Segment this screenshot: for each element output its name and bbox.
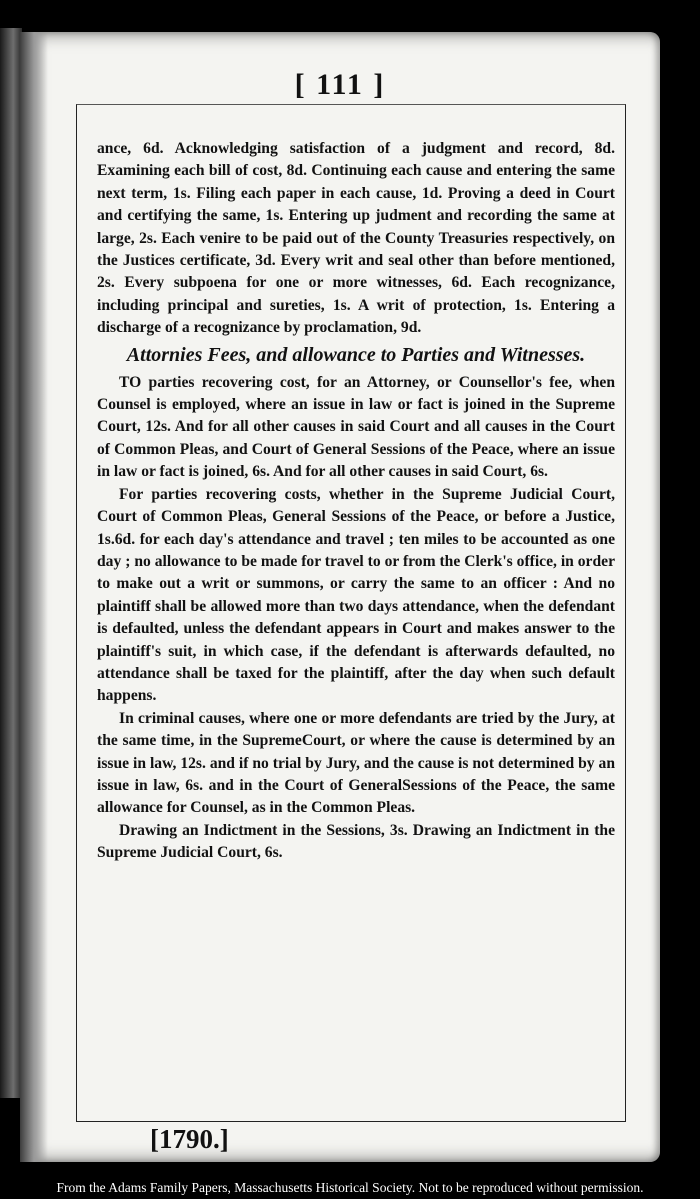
section-heading: Attornies Fees, and allowance to Parties and Witnesses.: [126, 343, 586, 366]
date-annotation: [1790.]: [150, 1124, 229, 1154]
book-page: [20, 32, 660, 1162]
attorney-fee-paragraph: TO parties recovering cost, for an Attorney, or Counsellor's fee, when Counsel is employed, where an issue in law or fact is joined in the Supreme Court, 12s. And for all other causes in said Court and all causes in the Court of Common Pleas, and Court of General Sessions of the Peace, where an issue in law or fact is joined, 6s. And for all other causes in said Court, 6s.: [97, 373, 615, 481]
text-frame: [76, 104, 626, 1122]
page-number: [ 111 ]: [294, 68, 386, 101]
copyright-footer: From the Adams Family Papers, Massachusetts Historical Society. Not to be reproduced without permission.: [56, 1180, 644, 1195]
criminal-causes-paragraph: In criminal causes, where one or more defendants are tried by the Jury, at the same time, in the SupremeCourt, or where the cause is determined by an issue in law, 12s. and if no trial by Jury, and the cause is not determined by an issue in law, 6s. and in the Court of GeneralSessions of the Peace, the same allowance for Counsel, as in the Common Pleas.: [97, 709, 615, 817]
attendance-paragraph: For parties recovering costs, whether in the Supreme Judicial Court, Court of Common Pleas, General Sessions of the Peace, or before a Justice, 1s.6d. for each day's attendance and travel ; ten miles to be accounted as one day ; no allowance to be made for travel to or from the Clerk's office, in order to make out a writ or summons, or carry the same to an officer : And no plaintiff shall be allowed more than two days attendance, when the defendant is defaulted, unless the defendant appears in Court and makes answer to the plaintiff's suit, in which case, if the defendant is afterwards defaulted, no attendance shall be taxed for the plaintiff, after the day when such default happens.: [97, 485, 615, 705]
indictment-paragraph: Drawing an Indictment in the Sessions, 3s. Drawing an Indictment in the Supreme Judicial Court, 6s.: [97, 821, 615, 862]
fee-schedule-paragraph: ance, 6d. Acknowledging satisfaction of a judgment and record, 8d. Examining each bill of cost, 8d. Continuing each cause and entering the same next term, 1s. Filing each paper in each cause, 1d. Proving a deed in Court and certifying the same, 1s. Entering up judment and recording the same at large, 2s. Each venire to be paid out of the County Treasuries respectively, on the Justices certificate, 3d. Every writ and seal other than before mentioned, 2s. Every subpoena for one or more witnesses, 6d. Each recognizance, including principal and sureties, 1s. A writ of protection, 1s. Entering a discharge of a recognizance by proclamation, 9d.: [97, 140, 615, 337]
left-page-edge: [0, 28, 22, 1098]
